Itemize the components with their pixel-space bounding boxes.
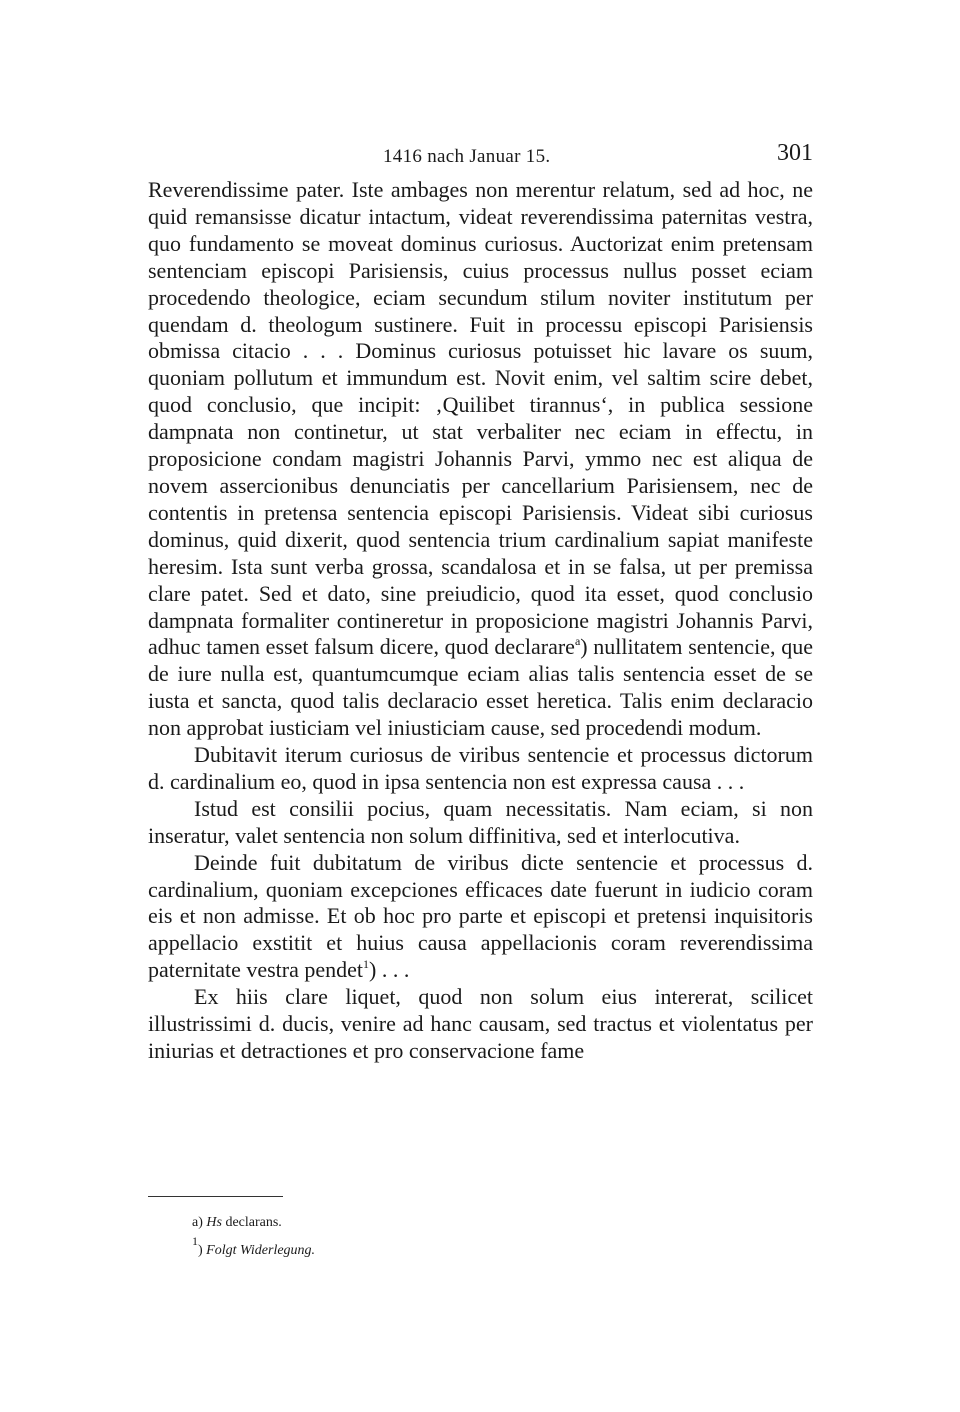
paragraph-1-text-b: ) nullitatem sentencie, que de iure nulla est, quantumcumque eciam alias talis sentencia esset de se iusta et sancta, quod talis declaracio esset heretica. Talis enim declaracio non approbat iusticiam vel iniusticiam cause, sed procedendi modum. xyxy=(148,634,813,741)
footnote-1-text: Folgt Widerlegung. xyxy=(202,1243,316,1258)
paragraph-2: Dubitavit iterum curiosus de viribus sentencie et processus dictorum d. cardinalium eo, quod in ipsa sentencia non est expressa causa . . . xyxy=(148,742,813,794)
footnote-a-marker: a) xyxy=(192,1215,203,1230)
paragraph-5: Ex hiis clare liquet, quod non solum eius intererat, scilicet illustrissimi d. ducis, venire ad hanc causam, sed tractus et violentatus per iniurias et detractiones et pro conservacione fame xyxy=(148,984,813,1063)
footnote-1-close: ) xyxy=(198,1243,203,1258)
footnote-ref-1: 1 xyxy=(363,957,370,972)
paragraph-4-text-b: ) . . . xyxy=(369,957,410,983)
footnote-1-marker: 1 xyxy=(192,1234,198,1248)
paragraph-4-text-a: Deinde fuit dubitatum de viribus dicte sentencie et processus d. cardinalium, quoniam excepciones efficaces date fuerunt in iudicio coram eis et non admisse. Et ob hoc pro parte et episcopi et pretensi inquisitoris appellacio exstitit et huius causa appellacionis coram reverendissima paternitate vestra pendet xyxy=(148,849,813,983)
paragraph-4 xyxy=(148,850,813,985)
paragraph-1-text-a: Reverendissime pater. Iste ambages non merentur relatum, sed ad hoc, ne quid remansisse dicatur intactum, videat reverendissima paternitas vestra, quo fundamento se moveat dominus curiosus. Auctorizat enim pretensam sentenciam episcopi Parisiensis, cuius processus nullus posset eciam procedendo theologice, eciam secundum stilum noviter institutum per quendam d. theologum sustinere. Fuit in processu episcopi Parisiensis obmissa citacio . . . Dominus curiosus potuisset hic lavare os suum, quoniam pollutum et immundum est. Novit enim, vel saltim scire debet, quod conclusio, que incipit: ‚Quilibet tirannus‘, in publica sessione dampnata non continetur, ut stat verbaliter nec eciam in effectu, in proposicione condam magistri Johannis Parvi, ymmo nec est aliqua de novem assercionibus denunciatis per cancellarium Parisiensem, nec de contentis in pretensa sentencia episcopi Parisiensis. Videat sibi curiosus dominus, quid dixerit, quod sentencia trium cardinalium sapiat manifeste heresim. Ista sunt verba grossa, scandalosa et in se falsa, ut per premissa clare patet. Sed et dato, sine preiudicio, quod ita esset, quod conclusio dampnata formaliter contineretur in proposicione magistri Johannis Parvi, adhuc tamen esset falsum dicere, quod declarare xyxy=(148,177,813,660)
footnote-a-text: declarans. xyxy=(221,1215,282,1230)
running-title: 1416 nach Januar 15. xyxy=(383,146,551,167)
footnote-rule xyxy=(148,1196,283,1197)
footnote-ref-a: a xyxy=(574,634,581,649)
footnote-1 xyxy=(192,1234,792,1263)
body-text xyxy=(148,177,813,1065)
paragraph-3: Istud est consilii pocius, quam necessitatis. Nam eciam, si non inseratur, valet sentencia non solum diffinitiva, sed et interlocutiva. xyxy=(148,795,813,848)
paragraph-1 xyxy=(148,177,813,742)
page-number: 301 xyxy=(777,140,813,166)
footnotes xyxy=(192,1211,792,1263)
footnote-a xyxy=(192,1211,792,1235)
footnote-a-italic: Hs xyxy=(206,1215,222,1230)
running-head xyxy=(148,140,813,170)
